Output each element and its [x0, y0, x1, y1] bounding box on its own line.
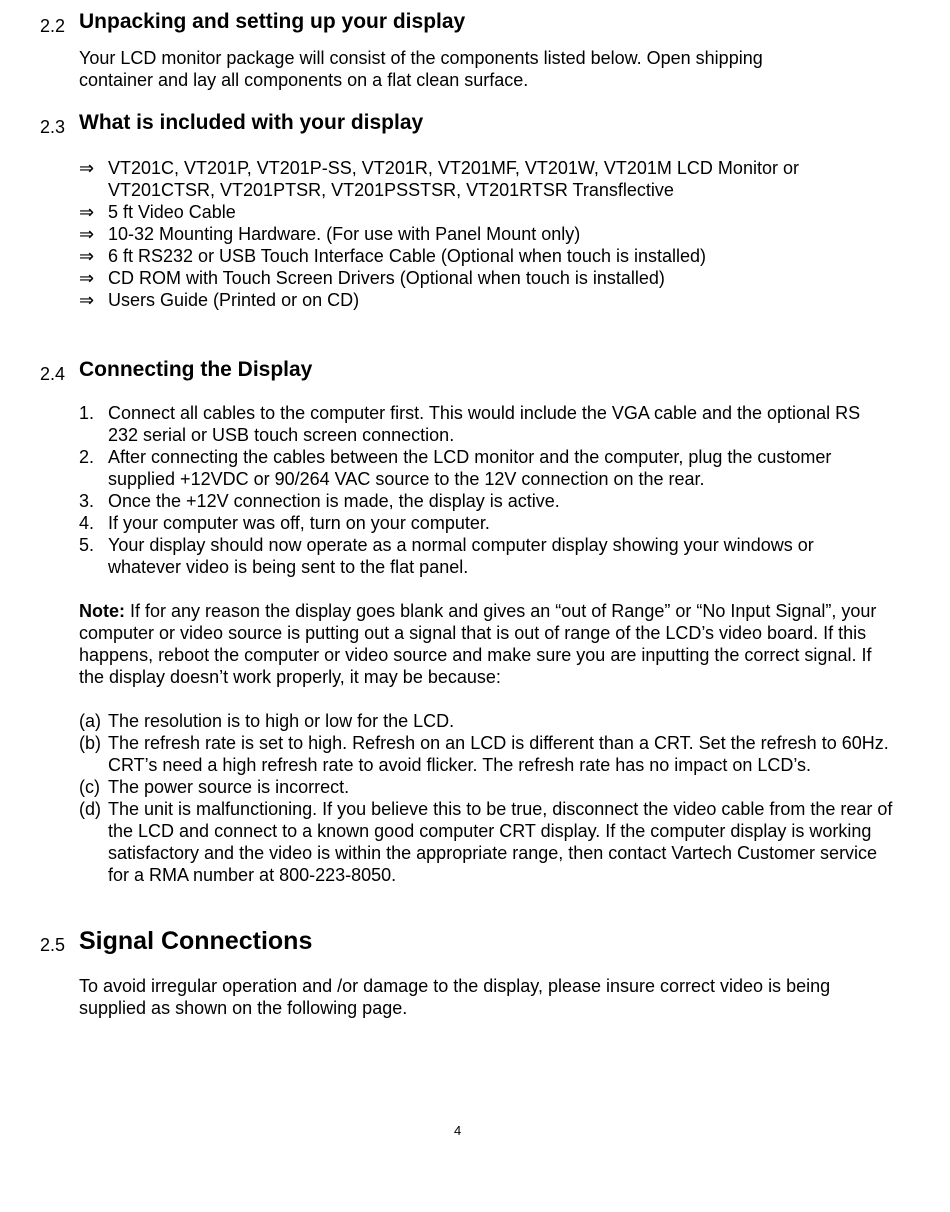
section-title: Signal Connections	[79, 927, 313, 955]
list-item	[79, 245, 869, 267]
step-text: Your display should now operate as a normal computer display showing your windows or whatever video is being sent to the flat panel.	[108, 535, 814, 577]
note-label: Note:	[79, 601, 125, 621]
arrow-bullet-icon: ⇒	[79, 268, 95, 288]
causes-list	[79, 710, 894, 886]
section-title: What is included with your display	[79, 111, 424, 134]
list-item	[79, 534, 889, 578]
section-unpacking	[0, 10, 950, 90]
section-heading	[0, 111, 950, 141]
list-item-text: Users Guide (Printed or on CD)	[108, 290, 360, 310]
step-text: Once the +12V connection is made, the display is active.	[108, 491, 560, 511]
included-items-list	[79, 157, 869, 311]
step-number: 3.	[79, 491, 95, 511]
cause-text: The resolution is to high or low for the LCD.	[108, 711, 455, 731]
section-heading	[0, 10, 950, 40]
list-item	[79, 267, 869, 289]
section-title: Connecting the Display	[79, 358, 313, 381]
list-item-text: 10-32 Mounting Hardware. (For use with Panel Mount only)	[108, 224, 581, 244]
list-item	[79, 402, 889, 446]
page-number: 4	[454, 1123, 462, 1138]
list-item	[79, 490, 889, 512]
arrow-bullet-icon: ⇒	[79, 246, 95, 266]
step-text: Connect all cables to the computer first. This would include the VGA cable and the optional RS 232 serial or USB touch screen connection.	[108, 403, 861, 445]
connection-steps-list	[79, 402, 889, 578]
step-number: 1.	[79, 403, 95, 423]
cause-letter: (a)	[79, 711, 101, 731]
section-signal-connections	[0, 927, 950, 1018]
section-text: Your LCD monitor package will consist of the components listed below. Open shipping container and lay all components on a flat clean surface.	[79, 48, 763, 90]
list-item	[79, 776, 894, 798]
section-heading	[0, 929, 950, 959]
list-item	[79, 798, 894, 886]
arrow-bullet-icon: ⇒	[79, 158, 95, 178]
list-item-text: 5 ft Video Cable	[108, 202, 236, 222]
step-number: 5.	[79, 535, 95, 555]
section-number: 2.4	[40, 364, 66, 384]
note-paragraph	[79, 600, 894, 688]
step-number: 2.	[79, 447, 95, 467]
cause-text: The refresh rate is set to high. Refresh on an LCD is different than a CRT. Set the refresh to 60Hz. CRT’s need a high refresh rate to avoid flicker. The refresh rate has no impact on LCD’s.	[108, 733, 889, 775]
list-item	[79, 223, 869, 245]
section-text: To avoid irregular operation and /or damage to the display, please insure correct video is being supplied as shown on the following page.	[79, 976, 831, 1018]
arrow-bullet-icon: ⇒	[79, 202, 95, 222]
step-number: 4.	[79, 513, 95, 533]
arrow-bullet-icon: ⇒	[79, 224, 95, 244]
cause-letter: (d)	[79, 799, 101, 819]
cause-letter: (b)	[79, 733, 101, 753]
section-number: 2.5	[40, 935, 66, 955]
list-item	[79, 289, 869, 311]
list-item-text: VT201C, VT201P, VT201P-SS, VT201R, VT201MF, VT201W, VT201M LCD Monitor or VT201CTSR, VT201PTSR, VT201PSSTSR, VT201RTSR Transflective	[108, 158, 799, 200]
list-item	[79, 446, 889, 490]
section-number: 2.3	[40, 117, 66, 137]
cause-letter: (c)	[79, 777, 100, 797]
section-title: Unpacking and setting up your display	[79, 10, 466, 33]
step-text: After connecting the cables between the LCD monitor and the computer, plug the customer supplied +12VDC or 90/264 VAC source to the 12V connection on the rear.	[108, 447, 832, 489]
list-item	[79, 157, 869, 201]
section-included	[0, 111, 950, 310]
list-item-text: 6 ft RS232 or USB Touch Interface Cable (Optional when touch is installed)	[108, 246, 706, 266]
arrow-bullet-icon: ⇒	[79, 290, 95, 310]
section-connecting	[0, 358, 950, 885]
list-item	[79, 732, 894, 776]
cause-text: The power source is incorrect.	[108, 777, 350, 797]
cause-text: The unit is malfunctioning. If you believe this to be true, disconnect the video cable from the rear of the LCD and connect to a known good computer CRT display. If the computer display is working satisfactory and the video is within the appropriate range, then contact Vartech Customer service for a RMA number at 800-223-8050.	[108, 799, 893, 885]
step-text: If your computer was off, turn on your computer.	[108, 513, 490, 533]
note-text: If for any reason the display goes blank and gives an “out of Range” or “No Input Signal”, your computer or video source is putting out a signal that is out of range of the LCD’s video board. If this happens, reboot the computer or video source and make sure you are inputting the correct signal. If the display doesn’t work properly, it may be because:	[79, 601, 877, 687]
section-number: 2.2	[40, 16, 66, 36]
list-item	[79, 512, 889, 534]
list-item	[79, 710, 894, 732]
list-item-text: CD ROM with Touch Screen Drivers (Optional when touch is installed)	[108, 268, 665, 288]
section-heading	[0, 358, 950, 388]
list-item	[79, 201, 869, 223]
